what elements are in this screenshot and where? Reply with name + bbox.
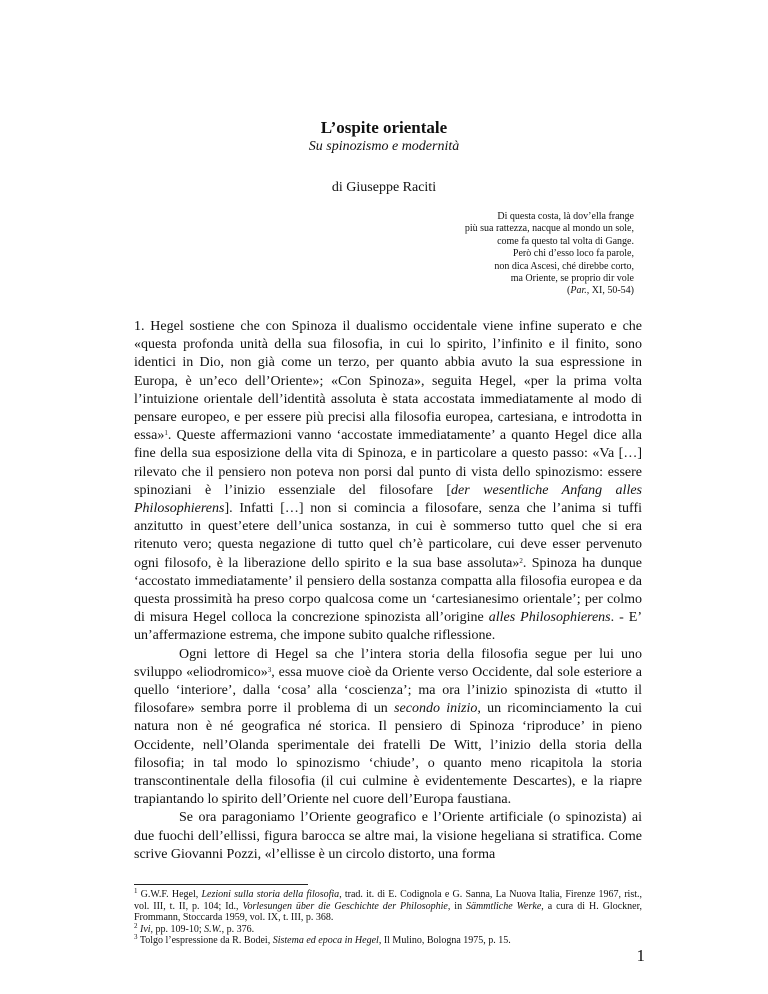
footnote-number: 1 bbox=[134, 887, 138, 895]
footnote-2: $^2$ Ivi, pp. 109-10; S.W., p. 376. bbox=[134, 921, 255, 935]
footnote-number: 3 bbox=[134, 933, 138, 942]
article-author: di Giuseppe Raciti bbox=[331, 180, 437, 195]
article-subtitle: Su spinozismo e modernità bbox=[308, 139, 460, 154]
epigraph-citation: (Par., XI, 50-54) bbox=[567, 285, 634, 297]
epigraph-line: Però chi d’esso loco fa parole, bbox=[512, 248, 634, 260]
page-number: 1 bbox=[636, 946, 645, 965]
paragraph-1: 1. Hegel sostiene che con Spinoza il dualismo occidentale viene infine superato e che «questa profonda unità della sua filosofia, in cui lo spirito, l’infinito e il finito, sono identici in Dio, non già come un terzo, per quanto abbia avuto la sua espressione in Europa, è un’eco dell’Oriente»; «Con Spinoza», seguita Hegel, «per la prima volta l’intuizione orientale dell’identità assoluta è stata accostata immediatamente al modo di pensare europeo, e per essere più precisi alla filosofia europea, cartesiana, e introdotta in essa»$^1$. Queste affermazioni vanno ‘accostate immediatamente’ a quanto Hegel dice alla fine della sua esposizione della vita di Spinoza, e in particolare a questo passo: «Va […] rilevato che il pensiero non poteva non porsi dal punto di vista dello spinozismo: essere spinoziani è l’inizio essenziale del filosofare [der wesentliche Anfang alles Philosophierens]. Infatti […] non si comincia a filosofare, senza che l’anima si tuffi anzitutto in quest’etere dell’unica sostanza, in cui è sommerso tutto quel che si era ritenuto vero; questa negazione di tutto quel ch’è particolare, cui deve esser pervenuto ogni filosofo, è la liberazione dello spirito e la sua base assoluta»$^2$. Spinoza ha dunque ‘accostato immediatamente’ il pensiero della sostanza compatta alla filosofia europea e da questa prossimità ha preso corpo qualcosa come un ‘cartesianesimo orientale’; per colmo di misura Hegel colloca la concrezione spinozista all’origine alles Philosophierens. - E’ un’affermazione estrema, che impone subito qualche riflessione. bbox=[134, 319, 642, 644]
epigraph-line: ma Oriente, se proprio dir vole bbox=[510, 273, 634, 285]
paragraph-3: Se ora paragoniamo l’Oriente geografico e l’Oriente artificiale (o spinozista) ai due fuochi dell’ellissi, figura barocca se altre mai, la visione hegeliana si stratifica. Come scrive Giovanni Pozzi, «l’ellisse è un circolo distorto, una forma bbox=[134, 810, 642, 862]
footnote-ref[interactable]: 1 bbox=[164, 429, 168, 438]
footnote-1: $^1$ G.W.F. Hegel, Lezioni sulla storia della filosofia, trad. it. di E. Codignola e G. Sanna, La Nuova Italia, Firenze 1967, rist., vol. III, t. II, p. 104; Id., Vorlesungen über die Geschichte der Philosophie, in Sämmtliche Werke, a cura di H. Glockner, Frommann, Stoccarda 1959, vol. IX, t. III, p. 368. bbox=[134, 887, 643, 924]
epigraph-line: più sua rattezza, nacque al mondo un sole, bbox=[464, 223, 634, 235]
footnotes bbox=[134, 889, 642, 947]
body-text bbox=[134, 318, 642, 864]
epigraph-line: come fa questo tal volta di Gange. bbox=[497, 235, 634, 247]
paragraph-2: Ogni lettore di Hegel sa che l’intera storia della filosofia segue per lui uno sviluppo «eliodromico»$^3$, essa muove cioè da Oriente verso Occidente, dal sole esteriore a quello ‘interiore’, dalla ‘cosa’ alla ‘coscienza’; ma ora l’inizio spinozista di «tutto il filosofare» sembra porre il problema di un secondo inizio, un ricominciamento la cui natura non è né geografica né storica. Il pensiero di Spinoza ‘riproduce’ in pieno Occidente, nell’Olanda sperimentale dei fratelli De Witt, l’inizio della storia della filosofia; in tal modo lo spinozismo ‘chiude’, o quanto meno ricapitola la storia transcontinentale della filosofia (il cui culmine è evidentemente Descartes), e la riapre trapiantando lo spirito dell’Oriente nel cuore dell’Europa faustiana. bbox=[134, 646, 642, 808]
footnote-3: $^3$ Tolgo l’espressione da R. Bodei, Sistema ed epoca in Hegel, Il Mulino, Bologna 1975, p. 15. bbox=[134, 933, 511, 947]
footnote-number: 2 bbox=[134, 921, 138, 930]
footnote-ref[interactable]: 2 bbox=[519, 556, 523, 565]
footnote-separator bbox=[134, 884, 308, 885]
footnote-ref[interactable]: 3 bbox=[267, 665, 272, 674]
epigraph-line: Di questa costa, là dov’ella frange bbox=[497, 211, 634, 222]
epigraph bbox=[465, 211, 634, 298]
article-title: L’ospite orientale bbox=[320, 118, 448, 137]
epigraph-line: non dica Ascesi, ché direbbe corto, bbox=[494, 260, 634, 272]
